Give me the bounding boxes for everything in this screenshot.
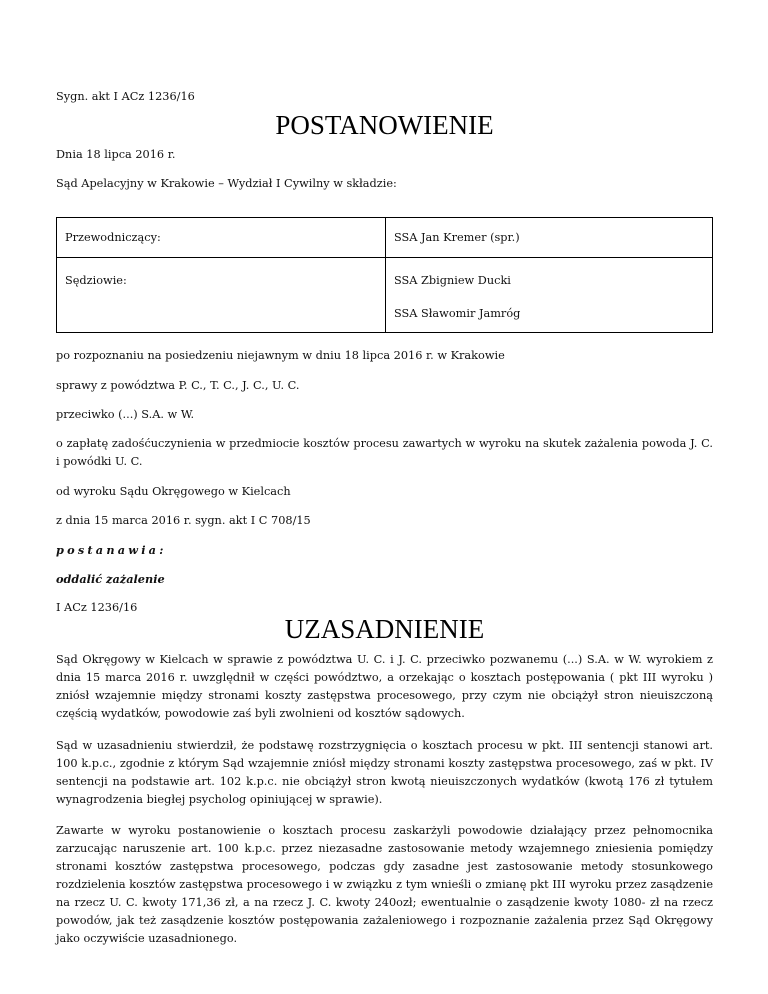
case-reference: Sygn. akt I ACz 1236/16 — [56, 90, 195, 103]
judge-name: SSA Zbigniew Ducki — [394, 274, 511, 287]
presiding-label: Przewodniczący: — [65, 231, 161, 244]
date-line: Dnia 18 lipca 2016 r. — [56, 148, 176, 161]
judges-label: Sędziowie: — [65, 274, 127, 287]
judgment-date-line: z dnia 15 marca 2016 r. sygn. akt I C 708/15 — [56, 514, 311, 527]
hearing-line: po rozpoznaniu na posiedzeniu niejawnym w dniu 18 lipca 2016 r. w Krakowie — [56, 349, 505, 362]
reasons-paragraph: Zawarte w wyroku postanowienie o kosztach procesu zaskarżyli powodowie działający przez pełnomocnika zarzucając naruszenie art. 100 k.p.c. przez niezasadne zastosowanie metody wzajemnego zniesienia pomiędzy stronami kosztów zastępstwa procesowego, podczas gdy zasadne jest zastosowanie metody stosunkowego rozdzielenia kosztów zastępstwa procesowego i w związku z tym wnieśli o zmianę pkt III wyroku przez zasądzenie na rzecz U. C. kwoty 171,36 zł, a na rzecz J. C. kwoty 240ozł; ewentualnie o zasądzenie kwoty 1080- zł na rzecz powodów, jak też zasądzenie kosztów postępowania zażaleniowego i rozpoznanie zażalenia przez Sąd Okręgowy jako oczywiście uzasadnionego. — [56, 824, 713, 945]
defendant-line: przeciwko (...) S.A. w W. — [56, 408, 195, 421]
plaintiffs-line: sprawy z powództwa P. C., T. C., J. C., U. C. — [56, 379, 300, 392]
reasons-paragraph: Sąd w uzasadnieniu stwierdził, że podstawę rozstrzygnięcia o kosztach procesu w pkt. III sentencji stanowi art. 100 k.p.c., zgodnie z którym Sąd wzajemnie zniósł między stronami koszty zastępstwa procesowego, zaś w pkt. IV sentencji na podstawie art. 102 k.p.c. nie obciążył stron kwotą nieuiszczonych wydatków (kwotą 176 zł tytułem wynagrodzenia biegłej psycholog opiniującej w sprawie). — [56, 739, 713, 806]
reasons-title: UZASADNIENIE — [284, 614, 485, 644]
subject-line: o zapłatę zadośćuczynienia w przedmiocie kosztów procesu zawartych w wyroku na skutek zażalenia powoda J. C. i powódki U. C. — [56, 437, 713, 468]
presiding-value-cell — [386, 218, 713, 258]
appeal-from-line: od wyroku Sądu Okręgowego w Kielcach — [56, 485, 291, 498]
case-reference-2: I ACz 1236/16 — [56, 601, 138, 614]
judges-label-cell — [57, 258, 386, 333]
decision-heading: postanawia: — [56, 543, 167, 557]
court-panel-table — [56, 217, 713, 333]
judge-name: SSA Sławomir Jamróg — [394, 307, 521, 320]
presiding-judge: SSA Jan Kremer (spr.) — [394, 231, 520, 244]
document-title: POSTANOWIENIE — [275, 110, 494, 140]
judges-value-cell — [386, 258, 713, 333]
decision-text: oddalić zażalenie — [56, 572, 165, 586]
reasons-paragraph: Sąd Okręgowy w Kielcach w sprawie z powództwa U. C. i J. C. przeciwko pozwanemu (...) S.A. w W. wyrokiem z dnia 15 marca 2016 r. uwzględnił w części powództwo, a orzekając o kosztach postępowania ( pkt III wyroku ) zniósł wzajemnie między stronami koszty zastępstwa procesowego, przy czym nie obciążył stron nieuiszczoną częścią wydatków, powodowie zaś byli zwolnieni od kosztów sądowych. — [56, 653, 713, 720]
court-line: Sąd Apelacyjny w Krakowie – Wydział I Cywilny w składzie: — [56, 177, 397, 190]
presiding-label-cell — [57, 218, 386, 258]
